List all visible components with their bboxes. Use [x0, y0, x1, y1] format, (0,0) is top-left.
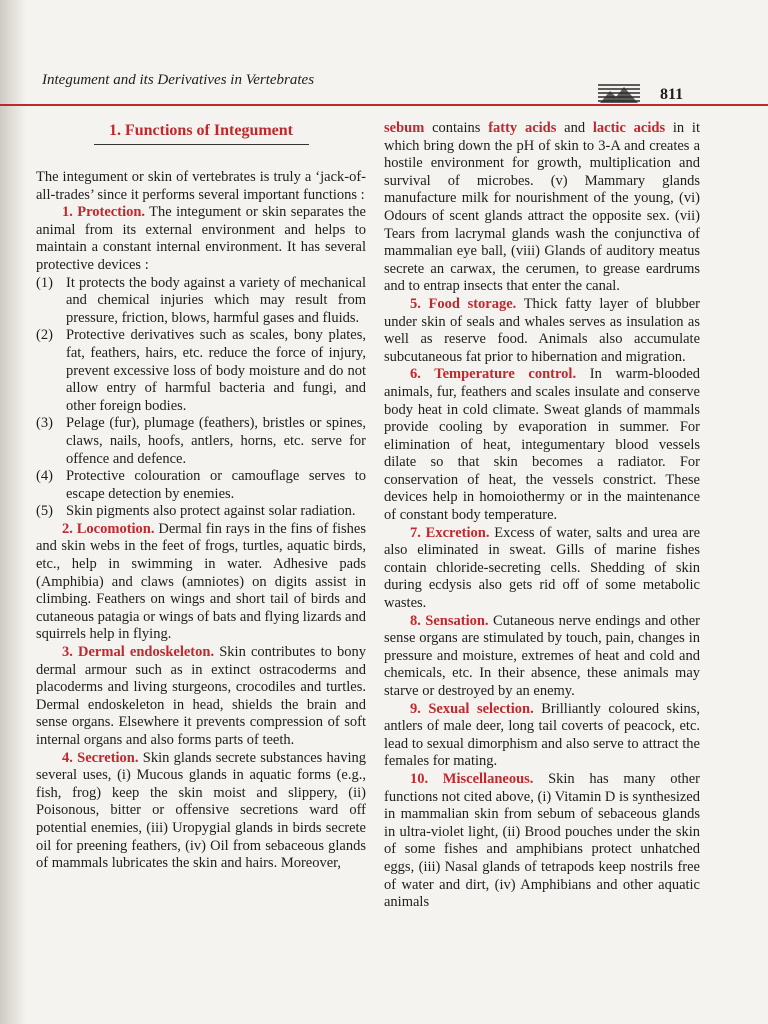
list-item-number: (1): [36, 274, 53, 291]
sexual-selection-paragraph: [384, 701, 700, 771]
excretion-text: Excess of water, salts and urea are also eliminated in sweat. Gills of marine fishes contain chloride-secreting cells. Shedding of skin during ecdysis also gets rid off of some metabolic wastes.: [384, 524, 700, 612]
list-item: [36, 468, 366, 503]
list-item: [36, 275, 366, 328]
locomotion-text: Dermal fin rays in the fins of fishes and skin webs in the feet of frogs, turtles, aquatic birds, etc., help in swimming in water. Adhesive pads (Amphibia) and claws (amniotes) on digits assist in climbing. Feathers on wings and short tail of birds and cutaneous patagia or wings of bats and flying lizards and squirrels help in flying.: [36, 520, 366, 643]
food-storage-heading: 5. Food storage.: [410, 295, 517, 312]
section-title: 1. Functions of Integument: [108, 122, 293, 139]
food-storage-paragraph: [384, 296, 700, 366]
secretion-text-c: and: [564, 120, 586, 136]
dermal-endoskeleton-paragraph: [36, 644, 366, 750]
page-gutter-shadow: [0, 0, 26, 1024]
secretion-heading: 4. Secretion.: [62, 749, 139, 766]
miscellaneous-heading: 10. Miscellaneous.: [410, 770, 534, 787]
term-fatty-acids: fatty acids: [488, 120, 557, 136]
protection-text: The integument or skin separates the animal from its external environment and helps to maintain a constant internal environment. It has several protective devices :: [36, 204, 366, 273]
list-item-text: Protective colouration or camouflage serves to escape detection by enemies.: [66, 468, 366, 502]
list-item: [36, 327, 366, 415]
sensation-paragraph: [384, 613, 700, 701]
page-number: 811: [660, 86, 684, 103]
list-item-text: Protective derivatives such as scales, bony plates, fat, feathers, hairs, etc. reduce the force of injury, prevent excessive loss of body moisture and do not allow entry of harmful bacteria and fungi, and other foreign bodies.: [66, 327, 366, 414]
dermal-endoskeleton-heading: 3. Dermal endoskeleton.: [62, 644, 215, 661]
secretion-text-d: in it which bring down the pH of skin to 3-A and creates a hostile environment for growth, multiplication and survival of microbes. (v) Mammary glands manufacture milk for nourishment of the young, (vi) Odours of scent glands attract the opposite sex. (vii) Tears from lacrymal glands wash the conjunctiva of mammalian eye ball, (viii) Glands of auditory meatus secrete an carwax, the cerumen, to grease eardrums and to entrap insects that enter the canal.: [384, 120, 700, 295]
dermal-endoskeleton-text: Skin contributes to bony dermal armour such as in extinct ostracoderms and placoderms and living sturgeons, crocodiles and turtles. Dermal endoskeleton in head, shields the brain and sense organs. Elsewhere it prevents compression of soft internal organs and also forms parts of teeth.: [36, 644, 366, 748]
left-column: [36, 120, 366, 1004]
list-item-text: Pelage (fur), plumage (feathers), bristles or spines, claws, nails, hoofs, antlers, horns, etc. serve for offence and defence.: [66, 415, 366, 467]
sexual-selection-text: Brilliantly coloured skins, antlers of male deer, long tail coverts of peacock, etc. lead to sexual dimorphism and also serve to attract the females for mating.: [384, 700, 700, 770]
list-item: [36, 415, 366, 468]
list-item-text: It protects the body against a variety of mechanical and chemical injuries which may result from pressure, friction, blows, harmful gases and fluids.: [66, 274, 366, 326]
protection-list: [36, 275, 366, 521]
protection-heading: 1. Protection.: [62, 204, 146, 221]
intro-paragraph: The integument or skin of vertebrates is truly a ‘jack-of-all-trades’ since it performs several important functions :: [36, 169, 366, 203]
temperature-control-paragraph: [384, 366, 700, 524]
sexual-selection-heading: 9. Sexual selection.: [410, 700, 534, 717]
list-item-text: Skin pigments also protect against solar radiation.: [66, 503, 356, 520]
header-rule: [0, 104, 768, 106]
locomotion-paragraph: [36, 521, 366, 644]
protection-paragraph: [36, 204, 366, 274]
secretion-paragraph: [36, 750, 366, 873]
secretion-text-b: contains: [432, 120, 481, 136]
food-storage-text: Thick fatty layer of blubber under skin of seals and whales serves as insulation as well as reserve food. Animals also accumulate subcutaneous fat prior to hibernation and migration.: [384, 295, 700, 365]
excretion-paragraph: [384, 525, 700, 613]
list-item-number: (3): [36, 415, 53, 432]
miscellaneous-text: Skin has many other functions not cited above, (i) Vitamin D is synthesized in mammalian skin from sebum of sebaceous glands in ultra-violet light, (ii) Brood pouches under the skin of some fishes and amphibians protect unhatched eggs, (iii) Nasal glands of tetrapods keep nostrils free of water and dirt, (iv) Amphibians and other aquatic animals: [384, 770, 700, 911]
list-item-number: (4): [36, 468, 53, 485]
section-title-underline: [94, 144, 309, 145]
secretion-text: Skin glands secrete substances having several uses, (i) Mucous glands in aquatic forms (e.g., fish, frog) keep the skin moist and slippery, (ii) Poisonous, bitter or offensive secretions ward off potential enemies, (iii) Uropygial glands in birds secrete oil for preening feathers, (iv) Oil from sebaceous glands of mammals lubricates the skin and hairs. Moreover,: [36, 749, 366, 872]
secretion-continued-paragraph: [384, 120, 700, 296]
locomotion-heading: 2. Locomotion.: [62, 520, 155, 537]
miscellaneous-paragraph: [384, 771, 700, 912]
term-lactic-acids: lactic acids: [592, 120, 666, 136]
list-item: [36, 503, 366, 521]
temperature-control-heading: 6. Temperature control.: [410, 366, 577, 383]
excretion-heading: 7. Excretion.: [410, 524, 490, 541]
running-header-title: Integument and its Derivatives in Vertebrates: [42, 72, 315, 88]
right-column: [384, 120, 700, 1004]
term-sebum: sebum: [384, 120, 425, 136]
sensation-text: Cutaneous nerve endings and other sense organs are stimulated by touch, pain, changes in pressure and moisture, extremes of heat and cold and chemicals, etc. In their absence, these animals may starve or destroyed by an enemy.: [384, 612, 700, 699]
list-item-number: (5): [36, 503, 53, 520]
publisher-logo-icon: [596, 82, 642, 106]
temperature-control-text: In warm-blooded animals, fur, feathers and scales insulate and conserve body heat in cold climate. Sweat glands of mammals provide cooling by evaporation in summer. For elimination of heat, integumentary blood vessels dilate so that skin becomes a radiator. For conservation of heat, the vessels constrict. These devices help in homoiothermy or in the maintenance of constant body temperature.: [384, 366, 700, 524]
list-item-number: (2): [36, 327, 53, 344]
sensation-heading: 8. Sensation.: [410, 612, 489, 629]
